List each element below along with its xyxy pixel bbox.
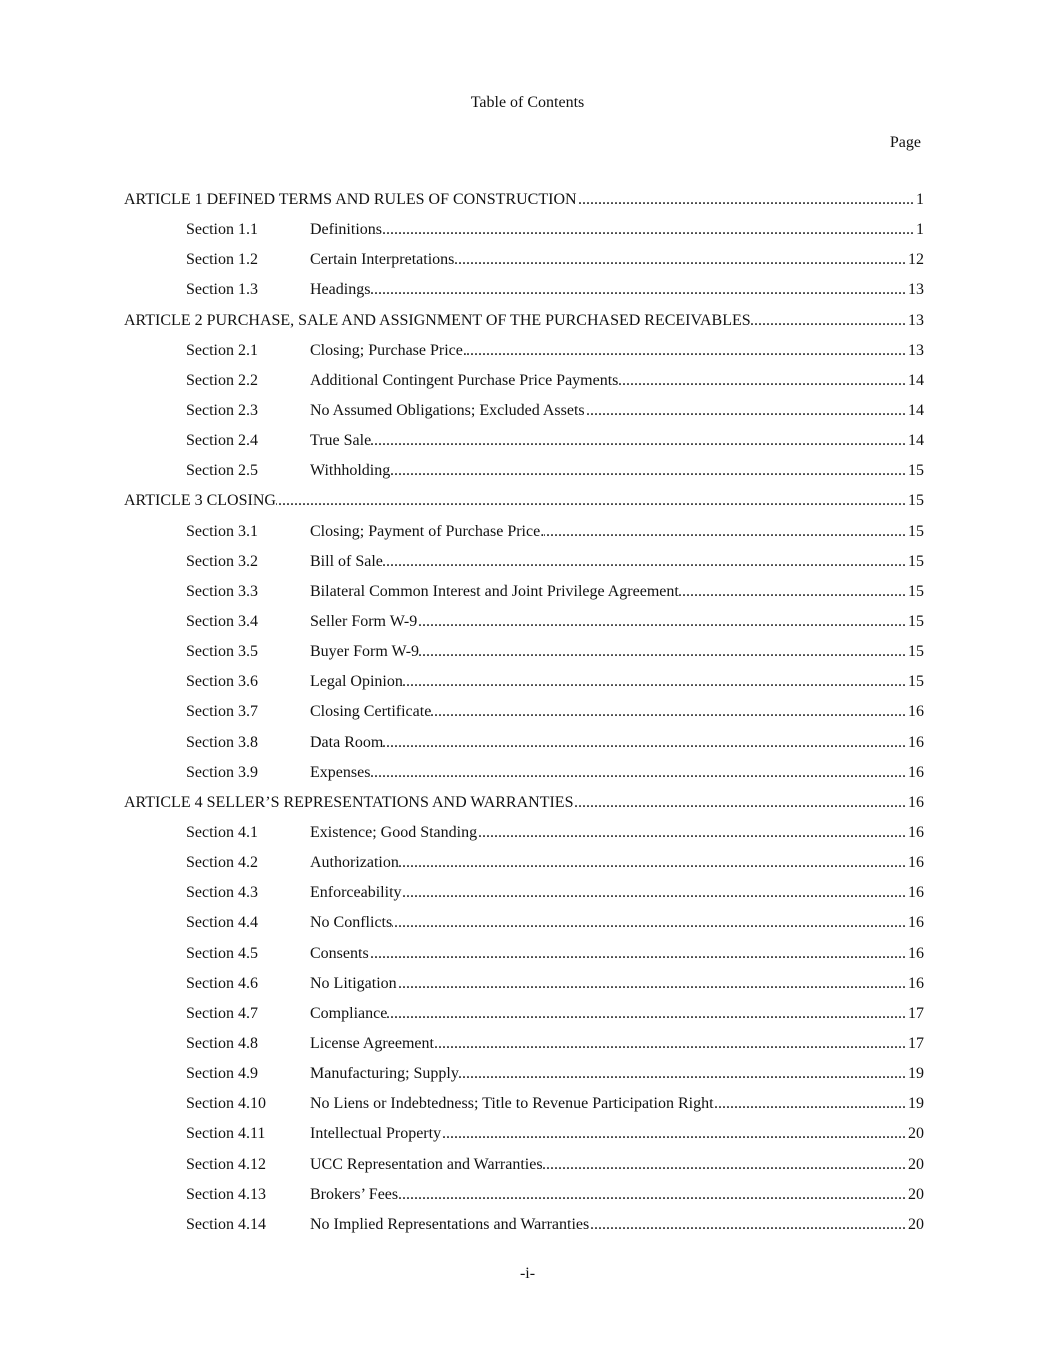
toc-entry-section-4-8: [124, 1029, 924, 1059]
dot-leader: [398, 1180, 908, 1210]
toc-section-number: Section 4.3: [186, 884, 258, 902]
toc-entry-title: No Conflicts: [310, 914, 393, 932]
toc-section-number: Section 1.2: [186, 251, 258, 269]
toc-entry-page: 16: [908, 733, 924, 751]
dot-leader: [370, 758, 908, 788]
toc-entry-page: 15: [908, 643, 924, 661]
toc-entry-section-3-5: [124, 637, 924, 667]
toc-entry-section-2-4: [124, 426, 924, 456]
dot-leader: [397, 969, 908, 999]
toc-section-number: Section 3.7: [186, 703, 258, 721]
toc-entry-section-4-5: [124, 939, 924, 969]
toc-entry-page: 16: [908, 763, 924, 781]
dot-leader: [383, 728, 908, 758]
toc-entry-page: 20: [908, 1125, 924, 1143]
toc-entry-section-1-2: [124, 245, 924, 275]
toc-entry-page: 20: [908, 1155, 924, 1173]
toc-entry-title: ARTICLE 3 CLOSING: [124, 492, 276, 510]
toc-entry-section-3-7: [124, 697, 924, 727]
toc-entry-article-1: [124, 185, 924, 215]
toc-entry-section-3-9: [124, 758, 924, 788]
toc-section-number: Section 4.6: [186, 974, 258, 992]
toc-entry-article-2: [124, 306, 924, 336]
toc-entry-title: Existence; Good Standing: [310, 823, 478, 841]
page-footer-number: -i-: [519, 1265, 536, 1282]
toc-entry-title: Headings: [310, 281, 371, 299]
toc-entry-title: Buyer Form W-9: [310, 643, 420, 661]
toc-entry-page: 15: [908, 462, 924, 480]
toc-entry-article-3: [124, 486, 924, 516]
toc-entry-title: No Assumed Obligations; Excluded Assets: [310, 401, 585, 419]
dot-leader: [390, 456, 908, 486]
toc-entry-section-3-6: [124, 667, 924, 697]
dot-leader: [679, 577, 908, 607]
toc-section-number: Section 3.9: [186, 763, 258, 781]
toc-section-number: Section 4.2: [186, 854, 258, 872]
dot-leader: [441, 1119, 908, 1149]
toc-entry-title: Closing; Purchase Price.: [310, 341, 467, 359]
toc-section-number: Section 2.1: [186, 341, 258, 359]
toc-section-number: Section 2.2: [186, 371, 258, 389]
toc-entry-title: Compliance: [310, 1004, 388, 1022]
dot-leader: [585, 396, 908, 426]
toc-entry-section-4-12: [124, 1150, 924, 1180]
toc-entry-title: Authorization: [310, 854, 399, 872]
dot-leader: [589, 1210, 908, 1240]
toc-entry-section-1-3: [124, 275, 924, 305]
toc-entry-title: Closing; Payment of Purchase Price.: [310, 522, 545, 540]
toc-entry-page: 15: [908, 673, 924, 691]
toc-entry-page: 14: [908, 432, 924, 450]
toc-entry-page: 14: [908, 401, 924, 419]
dot-leader: [370, 275, 908, 305]
toc-entry-title: Closing Certificate: [310, 703, 432, 721]
toc-section-number: Section 4.13: [186, 1185, 266, 1203]
toc-entry-page: 13: [908, 311, 924, 329]
toc-entry-title: Definitions: [310, 221, 382, 239]
toc-entry-page: 15: [908, 612, 924, 630]
toc-entry-section-2-2: [124, 366, 924, 396]
toc-section-number: Section 4.12: [186, 1155, 266, 1173]
toc-section-number: Section 4.1: [186, 823, 258, 841]
dot-leader: [399, 848, 908, 878]
toc-entry-title: Enforceability: [310, 884, 402, 902]
dot-leader: [387, 999, 908, 1029]
dot-leader: [543, 1150, 908, 1180]
toc-entry-title: No Implied Representations and Warranties: [310, 1215, 590, 1233]
dot-leader: [618, 366, 908, 396]
toc-entry-article-4: [124, 788, 924, 818]
toc-entry-section-2-1: [124, 336, 924, 366]
toc-entry-section-4-1: [124, 818, 924, 848]
toc-entry-page: 16: [908, 854, 924, 872]
toc-entry-title: Withholding: [310, 462, 391, 480]
toc-entry-title: Legal Opinion: [310, 673, 403, 691]
toc-entry-section-1-1: [124, 215, 924, 245]
toc-section-number: Section 3.3: [186, 582, 258, 600]
toc-section-number: Section 1.3: [186, 281, 258, 299]
dot-leader: [431, 697, 908, 727]
dot-leader: [369, 939, 908, 969]
dot-leader: [402, 878, 908, 908]
toc-entry-page: 1: [916, 191, 924, 208]
toc-entry-section-4-3: [124, 878, 924, 908]
toc-section-number: Section 2.4: [186, 432, 258, 450]
toc-entry-title: Bill of Sale: [310, 552, 383, 570]
toc-entry-section-4-11: [124, 1119, 924, 1149]
toc-entry-title: UCC Representation and Warranties: [310, 1155, 543, 1173]
dot-leader: [382, 215, 916, 245]
dot-leader: [417, 607, 908, 637]
toc-entry-title: Data Room: [310, 733, 384, 751]
toc-entry-title: Certain Interpretations: [310, 251, 455, 269]
toc-entry-page: 16: [908, 703, 924, 721]
page-title: Table of Contents: [470, 94, 585, 111]
dot-leader: [459, 1059, 908, 1089]
dot-leader: [477, 818, 908, 848]
dot-leader: [434, 1029, 908, 1059]
toc-entry-page: 16: [908, 793, 924, 811]
toc-entry-title: License Agreement: [310, 1034, 434, 1052]
toc-entry-section-4-10: [124, 1089, 924, 1119]
toc-section-number: Section 4.10: [186, 1095, 266, 1113]
toc-entry-page: 17: [908, 1004, 924, 1022]
toc-section-number: Section 1.1: [186, 221, 258, 239]
toc-section-number: Section 4.8: [186, 1034, 258, 1052]
toc-section-number: Section 3.4: [186, 612, 258, 630]
dot-leader: [383, 547, 908, 577]
toc-section-number: Section 4.5: [186, 944, 258, 962]
toc-entry-page: 20: [908, 1215, 924, 1233]
dot-leader: [392, 908, 908, 938]
dot-leader: [403, 667, 908, 697]
toc-entry-title: Brokers’ Fees: [310, 1185, 399, 1203]
toc-entry-section-4-7: [124, 999, 924, 1029]
toc-entry-title: ARTICLE 4 SELLER’S REPRESENTATIONS AND WARRANTIES: [124, 793, 574, 811]
toc-section-number: Section 3.2: [186, 552, 258, 570]
toc-entry-section-4-6: [124, 969, 924, 999]
toc-section-number: Section 3.6: [186, 673, 258, 691]
dot-leader: [544, 517, 908, 547]
dot-leader: [751, 306, 908, 336]
dot-leader: [419, 637, 908, 667]
toc-section-number: Section 3.1: [186, 522, 258, 540]
dot-leader: [371, 426, 908, 456]
toc-entry-page: 13: [908, 281, 924, 299]
toc-entry-page: 17: [908, 1034, 924, 1052]
toc-entry-page: 1: [916, 221, 924, 239]
toc-section-number: Section 4.4: [186, 914, 258, 932]
toc-entry-page: 12: [908, 251, 924, 269]
toc-entry-page: 13: [908, 341, 924, 359]
toc-entry-title: No Litigation: [310, 974, 397, 992]
toc-entry-section-3-8: [124, 728, 924, 758]
dot-leader: [577, 185, 916, 215]
toc-entry-title: Additional Contingent Purchase Price Payments: [310, 371, 619, 389]
toc-entry-title: ARTICLE 2 PURCHASE, SALE AND ASSIGNMENT OF THE PURCHASED RECEIVABLES: [124, 311, 751, 329]
toc-entry-title: Bilateral Common Interest and Joint Privilege Agreement: [310, 582, 679, 600]
toc-section-number: Section 3.5: [186, 643, 258, 661]
dot-leader: [573, 788, 908, 818]
toc-entry-section-4-4: [124, 908, 924, 938]
toc-section-number: Section 4.7: [186, 1004, 258, 1022]
toc-entry-section-3-4: [124, 607, 924, 637]
toc-section-number: Section 2.5: [186, 462, 258, 480]
toc-entry-page: 19: [908, 1065, 924, 1083]
toc-entry-page: 16: [908, 823, 924, 841]
toc-entry-page: 16: [908, 944, 924, 962]
toc-entry-title: No Liens or Indebtedness; Title to Revenue Participation Right: [310, 1095, 714, 1113]
toc-section-number: Section 2.3: [186, 401, 258, 419]
page-column-header: Page: [889, 134, 921, 151]
toc-entry-page: 15: [908, 522, 924, 540]
toc-entry-section-4-9: [124, 1059, 924, 1089]
toc-entry-section-4-13: [124, 1180, 924, 1210]
toc-entry-title: True Sale: [310, 432, 372, 450]
toc-entry-page: 15: [908, 582, 924, 600]
toc-entry-section-3-3: [124, 577, 924, 607]
dot-leader: [454, 245, 908, 275]
toc-entry-page: 16: [908, 914, 924, 932]
toc-entry-page: 20: [908, 1185, 924, 1203]
toc-section-number: Section 3.8: [186, 733, 258, 751]
toc-entry-page: 14: [908, 371, 924, 389]
toc-section-number: Section 4.11: [186, 1125, 266, 1143]
toc-entry-title: Expenses: [310, 763, 371, 781]
toc-entry-section-4-2: [124, 848, 924, 878]
toc-entry-section-2-5: [124, 456, 924, 486]
toc-section-number: Section 4.14: [186, 1215, 266, 1233]
dot-leader: [714, 1089, 908, 1119]
toc-entry-page: 15: [908, 552, 924, 570]
dot-leader: [467, 336, 908, 366]
toc-entry-title: Consents: [310, 944, 369, 962]
table-of-contents: [124, 185, 924, 1240]
toc-entry-page: 19: [908, 1095, 924, 1113]
toc-entry-title: Seller Form W-9: [310, 612, 418, 630]
toc-entry-page: 15: [908, 492, 924, 510]
toc-entry-section-3-1: [124, 517, 924, 547]
toc-section-number: Section 4.9: [186, 1065, 258, 1083]
toc-entry-title: ARTICLE 1 DEFINED TERMS AND RULES OF CONSTRUCTION: [124, 191, 577, 208]
toc-entry-title: Intellectual Property: [310, 1125, 442, 1143]
toc-entry-section-2-3: [124, 396, 924, 426]
toc-entry-title: Manufacturing; Supply: [310, 1065, 459, 1083]
toc-entry-page: 16: [908, 974, 924, 992]
toc-entry-section-3-2: [124, 547, 924, 577]
dot-leader: [276, 486, 908, 516]
toc-entry-section-4-14: [124, 1210, 924, 1240]
toc-entry-page: 16: [908, 884, 924, 902]
